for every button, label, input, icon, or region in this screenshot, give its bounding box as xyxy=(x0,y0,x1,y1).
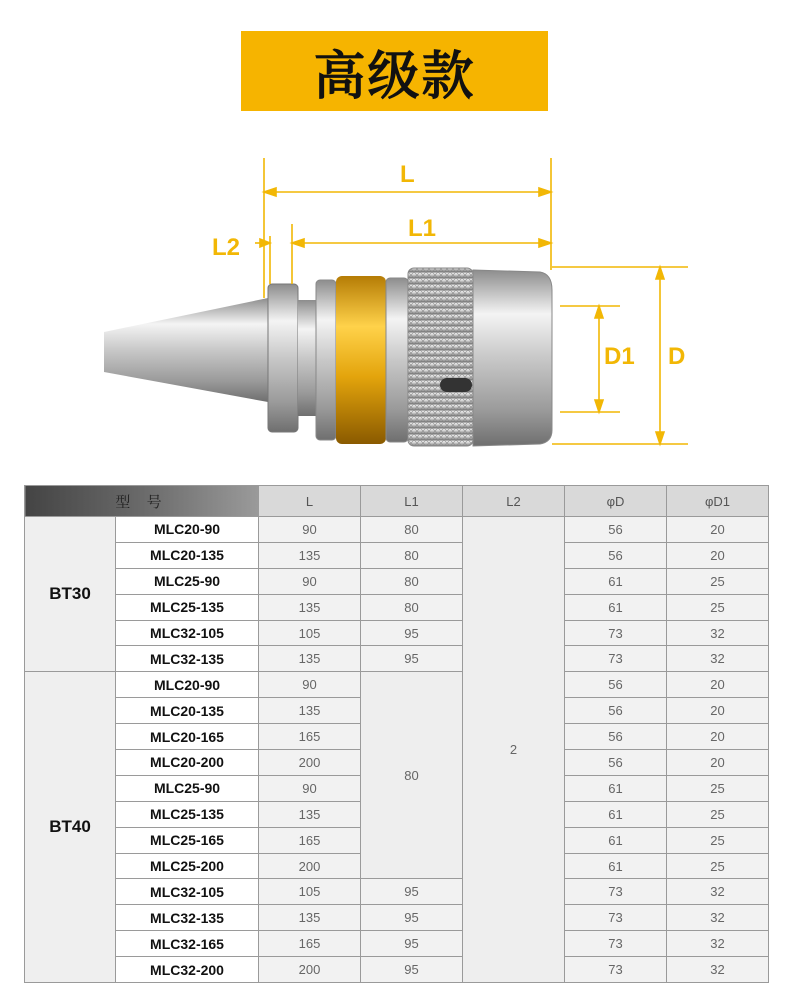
value-D1: 32 xyxy=(667,931,769,957)
model-cell: MLC25-135 xyxy=(116,801,259,827)
nose xyxy=(473,270,552,446)
value-L: 90 xyxy=(259,775,361,801)
label-L: L xyxy=(400,161,415,188)
value-D1: 25 xyxy=(667,827,769,853)
value-L: 165 xyxy=(259,724,361,750)
value-D: 61 xyxy=(565,827,667,853)
value-L1: 95 xyxy=(361,957,463,983)
value-L1: 80 xyxy=(361,594,463,620)
table-row xyxy=(25,957,769,983)
model-cell: MLC32-200 xyxy=(116,957,259,983)
value-L: 135 xyxy=(259,801,361,827)
value-L: 105 xyxy=(259,879,361,905)
value-L: 135 xyxy=(259,594,361,620)
spec-table xyxy=(24,485,769,983)
value-D1: 32 xyxy=(667,879,769,905)
value-D1: 20 xyxy=(667,672,769,698)
value-D: 56 xyxy=(565,517,667,543)
value-L: 105 xyxy=(259,620,361,646)
value-L1: 95 xyxy=(361,646,463,672)
value-L1: 80 xyxy=(361,517,463,543)
label-D: D xyxy=(668,343,686,370)
header-model: 型 号 xyxy=(25,486,259,517)
table-row xyxy=(25,620,769,646)
value-D1: 25 xyxy=(667,568,769,594)
gold-ring xyxy=(336,276,386,444)
value-L1: 95 xyxy=(361,620,463,646)
header-D1: φD1 xyxy=(667,486,769,517)
label-D1: D1 xyxy=(604,343,635,370)
model-cell: MLC32-135 xyxy=(116,905,259,931)
value-D: 56 xyxy=(565,750,667,776)
value-D1: 25 xyxy=(667,594,769,620)
value-D: 56 xyxy=(565,542,667,568)
value-D: 61 xyxy=(565,801,667,827)
value-L: 135 xyxy=(259,905,361,931)
value-D: 56 xyxy=(565,698,667,724)
model-cell: MLC20-135 xyxy=(116,698,259,724)
model-cell: MLC32-135 xyxy=(116,646,259,672)
model-cell: MLC25-135 xyxy=(116,594,259,620)
value-D1: 20 xyxy=(667,750,769,776)
model-cell: MLC32-165 xyxy=(116,931,259,957)
value-D1: 20 xyxy=(667,517,769,543)
value-L: 90 xyxy=(259,568,361,594)
header-D: φD xyxy=(565,486,667,517)
value-D: 61 xyxy=(565,853,667,879)
value-L: 200 xyxy=(259,853,361,879)
table-row xyxy=(25,646,769,672)
value-D1: 32 xyxy=(667,646,769,672)
value-D1: 25 xyxy=(667,801,769,827)
value-L: 200 xyxy=(259,957,361,983)
value-D: 73 xyxy=(565,905,667,931)
model-cell: MLC20-200 xyxy=(116,750,259,776)
group-label: BT40 xyxy=(25,672,116,983)
flange xyxy=(268,284,298,432)
model-cell: MLC32-105 xyxy=(116,879,259,905)
value-D1: 32 xyxy=(667,905,769,931)
table-header-row xyxy=(25,486,769,517)
model-cell: MLC20-90 xyxy=(116,517,259,543)
value-D: 61 xyxy=(565,594,667,620)
knurled-nut xyxy=(408,268,473,446)
value-L: 165 xyxy=(259,827,361,853)
model-cell: MLC20-90 xyxy=(116,672,259,698)
title-banner xyxy=(241,31,548,111)
value-L: 165 xyxy=(259,931,361,957)
table-row xyxy=(25,672,769,698)
value-D: 61 xyxy=(565,775,667,801)
value-D1: 20 xyxy=(667,542,769,568)
value-L1: 80 xyxy=(361,542,463,568)
table-row xyxy=(25,542,769,568)
value-D: 73 xyxy=(565,620,667,646)
header-L1: L1 xyxy=(361,486,463,517)
table-row xyxy=(25,905,769,931)
model-cell: MLC32-105 xyxy=(116,620,259,646)
model-cell: MLC25-90 xyxy=(116,568,259,594)
model-cell: MLC25-200 xyxy=(116,853,259,879)
value-L: 200 xyxy=(259,750,361,776)
model-cell: MLC25-165 xyxy=(116,827,259,853)
value-D: 56 xyxy=(565,724,667,750)
value-L: 90 xyxy=(259,672,361,698)
value-L1: 80 xyxy=(361,568,463,594)
value-D: 73 xyxy=(565,646,667,672)
taper-shank xyxy=(104,298,268,402)
label-L1: L1 xyxy=(408,215,437,242)
banner-title: 高级款 xyxy=(313,46,476,107)
value-L: 135 xyxy=(259,542,361,568)
value-L: 135 xyxy=(259,646,361,672)
model-cell: MLC20-135 xyxy=(116,542,259,568)
value-D: 73 xyxy=(565,879,667,905)
table-row xyxy=(25,879,769,905)
model-cell: MLC25-90 xyxy=(116,775,259,801)
value-L1-merged: 80 xyxy=(361,672,463,879)
value-L1: 95 xyxy=(361,931,463,957)
header-L: L xyxy=(259,486,361,517)
value-L1: 95 xyxy=(361,879,463,905)
value-L: 135 xyxy=(259,698,361,724)
value-D1: 20 xyxy=(667,724,769,750)
table-row xyxy=(25,517,769,543)
value-D: 73 xyxy=(565,931,667,957)
value-D1: 32 xyxy=(667,957,769,983)
table-row xyxy=(25,568,769,594)
value-D1: 25 xyxy=(667,775,769,801)
label-L2: L2 xyxy=(212,234,241,261)
group-label: BT30 xyxy=(25,517,116,672)
value-L1: 95 xyxy=(361,905,463,931)
table-row xyxy=(25,594,769,620)
header-L2: L2 xyxy=(463,486,565,517)
model-cell: MLC20-165 xyxy=(116,724,259,750)
value-D1: 32 xyxy=(667,620,769,646)
value-D1: 20 xyxy=(667,698,769,724)
value-D: 73 xyxy=(565,957,667,983)
value-D1: 25 xyxy=(667,853,769,879)
tool-holder-diagram xyxy=(0,140,790,460)
value-L: 90 xyxy=(259,517,361,543)
value-L2-merged: 2 xyxy=(463,517,565,983)
value-D: 61 xyxy=(565,568,667,594)
table-row xyxy=(25,931,769,957)
value-D: 56 xyxy=(565,672,667,698)
